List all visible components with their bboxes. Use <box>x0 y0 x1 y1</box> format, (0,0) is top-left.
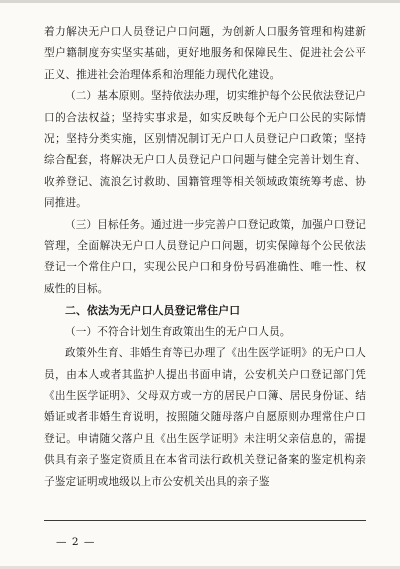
scan-edge-top <box>0 0 400 3</box>
document-body <box>44 22 366 493</box>
footer-rule <box>44 520 366 521</box>
page-number: — 2 — <box>56 536 96 548</box>
section-heading-2: 二、依法为无户口人员登记常住户口 <box>65 304 241 318</box>
paragraph-continuation: 着力解决无户口人员登记户口问题，为创新人口服务管理和构建新型户籍制度夯实坚实基础，更好地服务和保障民生、促进社会公平正义、推进社会治理体系和治理能力现代化建设。 <box>44 26 366 81</box>
paragraph-basic-principles: （二）基本原则。坚持依法办理，切实维护每个公民依法登记户口的合法权益；坚持实事求是，如实反映每个无户口公民的实际情况；坚持分类实施，区别情况制订无户口人员登记户口政策；坚持综合配套，将解决无户口人员登记户口问题与健全完善计划生育、收养登记、流浪乞讨救助、国籍管理等相关领域政策统筹考虑、协同推进。 <box>44 90 366 210</box>
paragraph-goals-tasks: （三）目标任务。通过进一步完善户口登记政策，加强户口登记管理，全面解决无户口人员登记户口问题，切实保障每个公民依法登记一个常住户口，实现公民户口和身份号码准确性、唯一性、权威性的目标。 <box>44 218 366 295</box>
paragraph-registration-procedure: 政策外生育、非婚生育等已办理了《出生医学证明》的无户口人员，由本人或者其监护人提出书面申请，公安机关户口登记部门凭《出生医学证明》、父母双方或一方的居民户口簿、居民身份证、结婚证或者非婚生育说明，按照随父随母落户自愿原则办理常住户口登记。申请随父落户且《出生医学证明》未注明父亲信息的，需提供具有亲子鉴定资质且在本省司法行政机关登记备案的鉴定机构亲子鉴定证明或地级以上市公安机关出具的亲子鉴 <box>44 347 366 488</box>
subsection-heading-1: （一）不符合计划生育政策出生的无户口人员。 <box>65 325 291 338</box>
